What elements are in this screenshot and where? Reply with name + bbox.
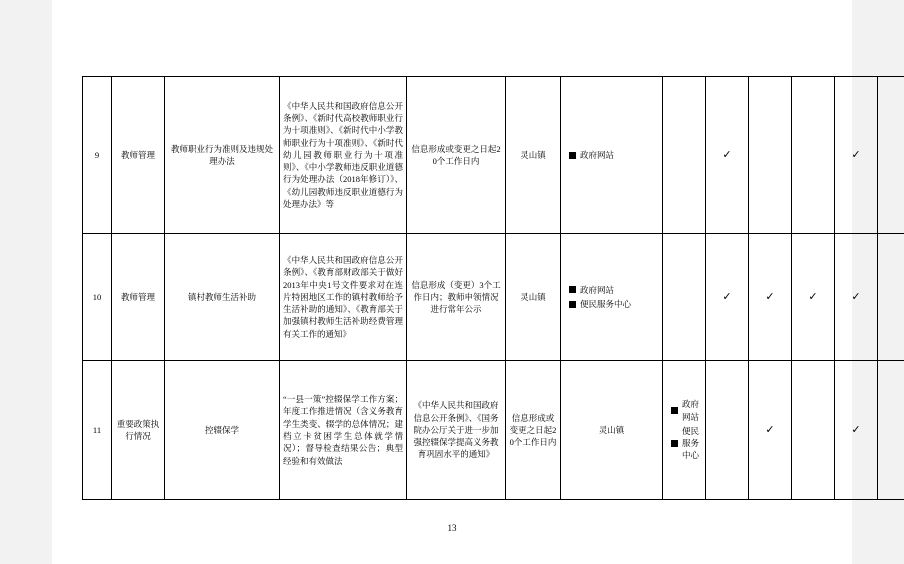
row-basis: 《中华人民共和国政府信息公开条例》、《新时代高校教师职业行为十项准则》、《新时代中小学教师职业行为十项准则》、《新时代幼儿园教师职业行为十项准则》、《中小学教师违反职业道德行为处理办法（2018年修订）》、《幼儿园教师违反职业道德行为处理办法》等	[280, 77, 407, 234]
filled-square-icon	[569, 301, 576, 308]
row-item: 控辍保学	[165, 361, 280, 500]
table-row	[83, 361, 904, 500]
row-basis: 《中华人民共和国政府信息公开条例》、《国务院办公厅关于进一步加强控辍保学提高义务教育巩固水平的通知》	[407, 361, 506, 500]
channel-label: 政府网站	[580, 284, 615, 295]
filled-square-icon	[671, 440, 678, 447]
row-time: 信息形成（变更）3个工作日内；教师申领情况进行常年公示	[407, 234, 506, 361]
row-object-1	[663, 234, 706, 361]
row-basis: 《中华人民共和国政府信息公开条例》、《教育部财政部关于做好2013年中央1号文件要求对在连片特困地区工作的镇村教师给予生活补助的通知》、《教育部关于加强镇村教师生活补助经费管理有关工作的通知》	[280, 234, 407, 361]
channel-entry	[569, 284, 659, 296]
row-item: 镇村教师生活补助	[165, 234, 280, 361]
row-basis-item: “一县一策”控辍保学工作方案；年度工作推进情况（含义务教育学生类变、辍学的总体情况；建档立卡贫困学生总体就学情况）；督导检查结果公告；典型经验和有效做法	[280, 361, 407, 500]
document-page	[52, 0, 861, 564]
row-category: 教师管理	[112, 77, 165, 234]
row-category: 教师管理	[112, 234, 165, 361]
row-time: 信息形成或变更之日起20个工作日内	[506, 361, 561, 500]
row-object-1	[706, 361, 749, 500]
filled-square-icon	[671, 407, 678, 414]
row-way-1: ✓	[835, 234, 878, 361]
row-category: 重要政策执行情况	[112, 361, 165, 500]
row-object-4	[792, 77, 835, 234]
row-channels	[663, 361, 706, 500]
channel-label: 便民服务中心	[580, 299, 632, 309]
row-subject: 灵山镇	[506, 234, 561, 361]
channel-entry	[569, 149, 659, 161]
row-item: 教师职业行为准则及违规处理办法	[165, 77, 280, 234]
row-object-2: ✓	[706, 77, 749, 234]
row-way-1: ✓	[835, 361, 878, 500]
row-time: 信息形成或变更之日起20个工作日内	[407, 77, 506, 234]
row-subject: 灵山镇	[561, 361, 663, 500]
row-way-2	[878, 77, 904, 234]
row-subject: 灵山镇	[506, 77, 561, 234]
filled-square-icon	[569, 286, 576, 293]
channel-label: 便民服务中心	[682, 425, 700, 461]
row-way-2	[878, 234, 904, 361]
row-way-1: ✓	[835, 77, 878, 234]
row-channels	[561, 77, 663, 234]
channel-entry	[671, 425, 702, 462]
channel-entry	[569, 298, 659, 310]
channel-entry	[671, 398, 702, 423]
filled-square-icon	[569, 152, 576, 159]
row-channels	[561, 234, 663, 361]
table-row	[83, 77, 904, 234]
row-object-2: ✓	[706, 234, 749, 361]
row-object-4: ✓	[792, 234, 835, 361]
row-index: 11	[83, 361, 112, 500]
row-object-1	[663, 77, 706, 234]
row-index: 9	[83, 77, 112, 234]
channel-label: 政府网站	[580, 149, 615, 160]
page-number: 13	[447, 523, 457, 533]
row-way-2	[878, 361, 904, 500]
row-object-3	[749, 77, 792, 234]
row-object-2: ✓	[749, 361, 792, 500]
row-object-3: ✓	[749, 234, 792, 361]
disclosure-table	[82, 76, 904, 500]
channel-label: 政府网站	[682, 399, 700, 422]
table-row	[83, 234, 904, 361]
row-index: 10	[83, 234, 112, 361]
row-object-3	[792, 361, 835, 500]
